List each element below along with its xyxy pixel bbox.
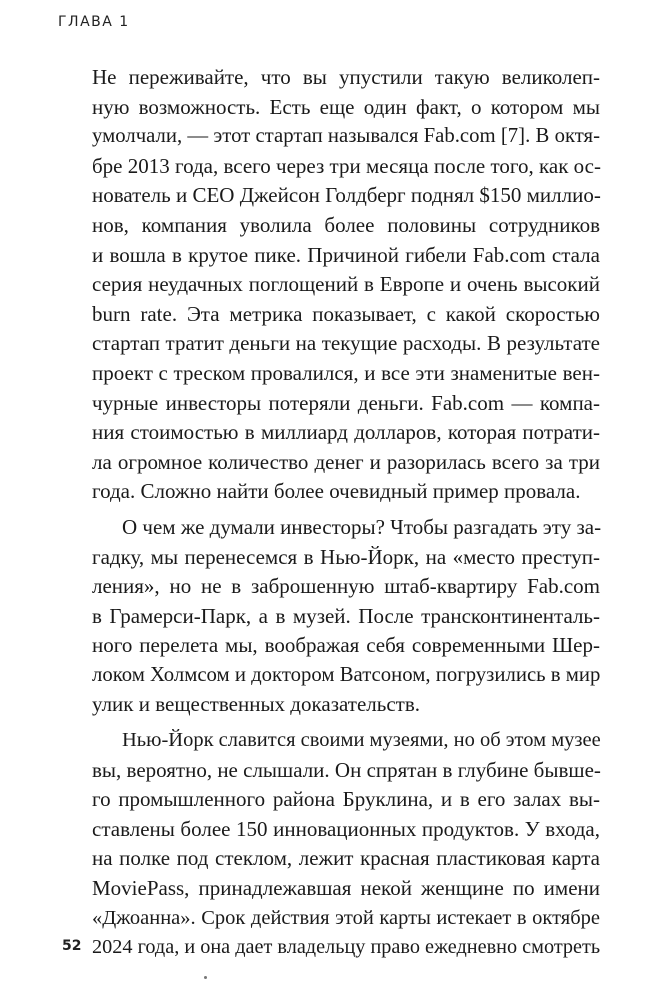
text-line: ления», но не в заброшенную штаб-квартиру Fab.com xyxy=(92,574,600,599)
text-line: «Джоанна». Срок действия этой карты истекает в октябре xyxy=(92,906,600,929)
text-line: чурные инвесторы потеряли деньги. Fab.com — компа- xyxy=(92,390,600,415)
text-line: вы, вероятно, не слышали. Он спрятан в глубине бывше- xyxy=(92,757,601,782)
running-head-chapter: ГЛАВА 1 xyxy=(58,14,130,30)
text-line: Нью-Йорк славится своими музеями, но об этом музее xyxy=(122,729,601,752)
text-line: Не переживайте, что вы упустили такую великолеп- xyxy=(92,65,600,89)
text-line: проект с треском провалился, и все эти знаменитые вен- xyxy=(92,360,600,385)
paragraph-1 xyxy=(92,63,600,507)
text-line: стартап тратит деньги на текущие расходы. В результате xyxy=(92,331,600,356)
text-line: ную возможность. Есть еще один факт, о котором мы xyxy=(92,94,600,119)
text-line: улик и вещественных доказательств. xyxy=(92,692,420,717)
text-line: 2024 года, и она дает владельцу право ежедневно смотреть xyxy=(92,936,601,959)
body-text xyxy=(92,63,600,969)
text-line: О чем же думали инвесторы? Чтобы разгадать эту за- xyxy=(122,514,602,539)
paragraph-2 xyxy=(92,513,600,720)
text-line: на полке под стеклом, лежит красная пластиковая карта xyxy=(92,846,600,871)
paragraph-3 xyxy=(92,726,600,963)
text-line: ния стоимостью в миллиард долларов, которая потрати- xyxy=(92,420,600,445)
text-line: ла огромное количество денег и разорилась всего за три xyxy=(92,449,600,474)
text-line: локом Холмсом и доктором Ватсоном, погрузились в мир xyxy=(92,663,601,686)
print-speck xyxy=(204,976,207,979)
text-line: burn rate. Эта метрика показывает, с какой скоростью xyxy=(92,301,600,326)
text-line: ставлены более 150 инновационных продуктов. У входа, xyxy=(92,816,600,841)
text-line: нователь и СЕО Джейсон Голдберг поднял $150 миллио- xyxy=(92,183,601,208)
text-line: в Грамерси-Парк, а в музей. После трансконтиненталь- xyxy=(92,603,600,628)
text-line: MoviePass, принадлежавшая некой женщине по имени xyxy=(92,876,600,901)
text-line: бре 2013 года, всего через три месяца после того, как ос- xyxy=(92,153,601,178)
text-line: и вошла в крутое пике. Причиной гибели Fab.com стала xyxy=(92,242,600,267)
text-line: го промышленного района Бруклина, и в его залах вы- xyxy=(92,787,600,812)
text-line: гадку, мы перенесемся в Нью-Йорк, на «место преступ- xyxy=(92,544,600,569)
text-line: нов, компания уволила более половины сотрудников xyxy=(92,212,600,237)
text-line: умолчали, — этот стартап назывался Fab.com [7]. В октя- xyxy=(92,125,600,148)
text-line: года. Сложно найти более очевидный пример провала. xyxy=(92,479,581,504)
text-line: ного перелета мы, воображая себя современными Шер- xyxy=(92,633,600,658)
text-line: серия неудачных поглощений в Европе и очень высокий xyxy=(92,272,600,297)
page-number: 52 xyxy=(62,938,82,954)
